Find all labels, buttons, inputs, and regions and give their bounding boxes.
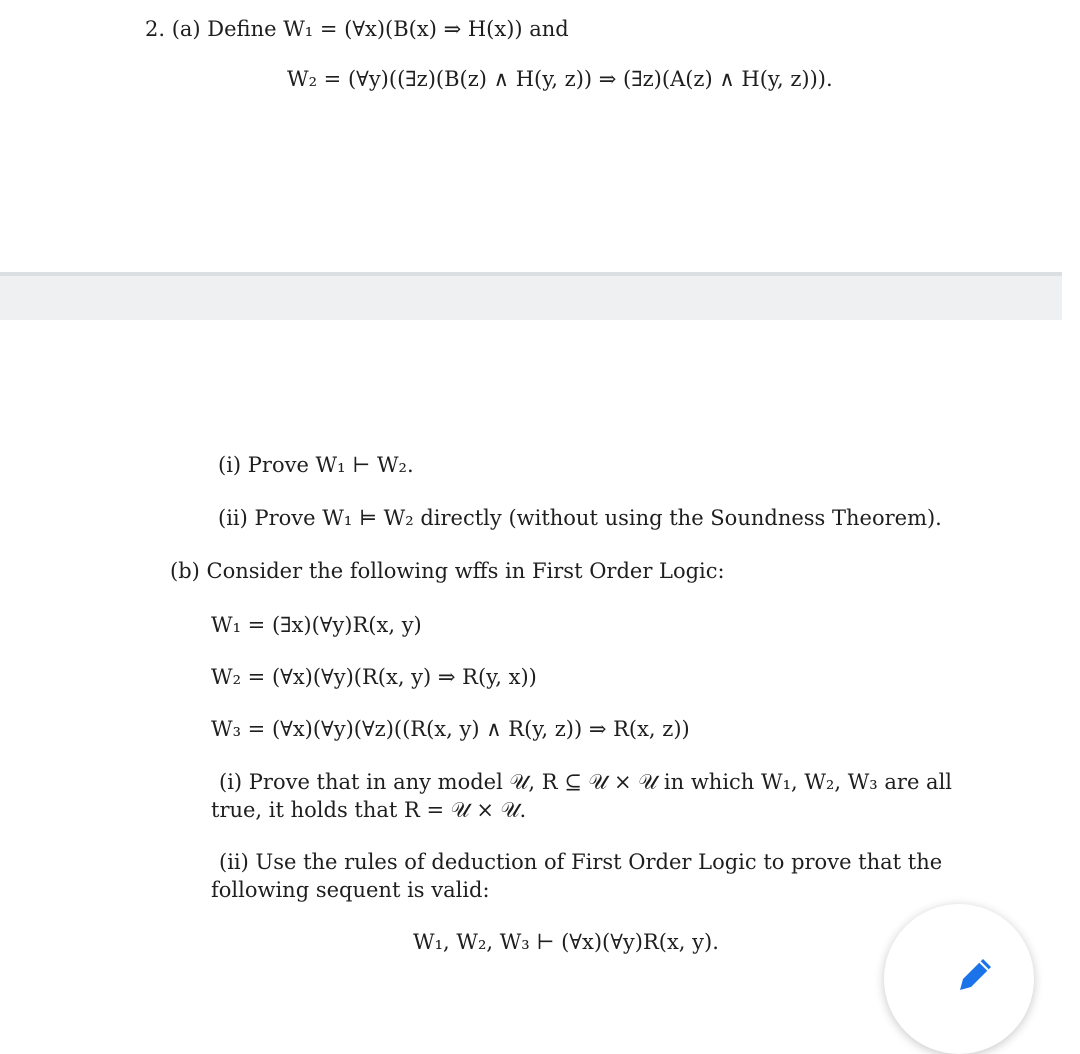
w2-definition: W₂ = (∀y)((∃z)(B(z) ∧ H(y, z)) ⇒ (∃z)(A(z) ∧ H(y, z))).	[287, 67, 833, 91]
page-divider	[0, 272, 1062, 320]
sequent: W₁, W₂, W₃ ⊢ (∀x)(∀y)R(x, y).	[413, 930, 719, 954]
part-b-w2: W₂ = (∀x)(∀y)(R(x, y) ⇒ R(y, x))	[211, 665, 537, 689]
part-b-w3: W₃ = (∀x)(∀y)(∀z)((R(x, y) ∧ R(y, z)) ⇒ R(x, z))	[211, 717, 690, 741]
part-b-ii-line2: following sequent is valid:	[211, 878, 490, 902]
part-b-intro: (b) Consider the following wffs in First Order Logic:	[170, 559, 725, 583]
part-b-i-line2: true, it holds that R = 𝒰 × 𝒰.	[211, 798, 527, 822]
part-a-intro: 2. (a) Define W₁ = (∀x)(B(x) ⇒ H(x)) and	[145, 17, 569, 41]
part-b-i-line1: (i) Prove that in any model 𝒰, R ⊆ 𝒰 × 𝒰 in which W₁, W₂, W₃ are all	[219, 770, 952, 794]
part-a-ii: (ii) Prove W₁ ⊨ W₂ directly (without using the Soundness Theorem).	[218, 506, 942, 530]
part-b-w1: W₁ = (∃x)(∀y)R(x, y)	[211, 613, 422, 637]
pencil-icon	[952, 952, 996, 996]
edit-button[interactable]	[884, 904, 1034, 1054]
part-b-ii-line1: (ii) Use the rules of deduction of First Order Logic to prove that the	[219, 850, 943, 874]
part-a-i: (i) Prove W₁ ⊢ W₂.	[218, 453, 414, 477]
